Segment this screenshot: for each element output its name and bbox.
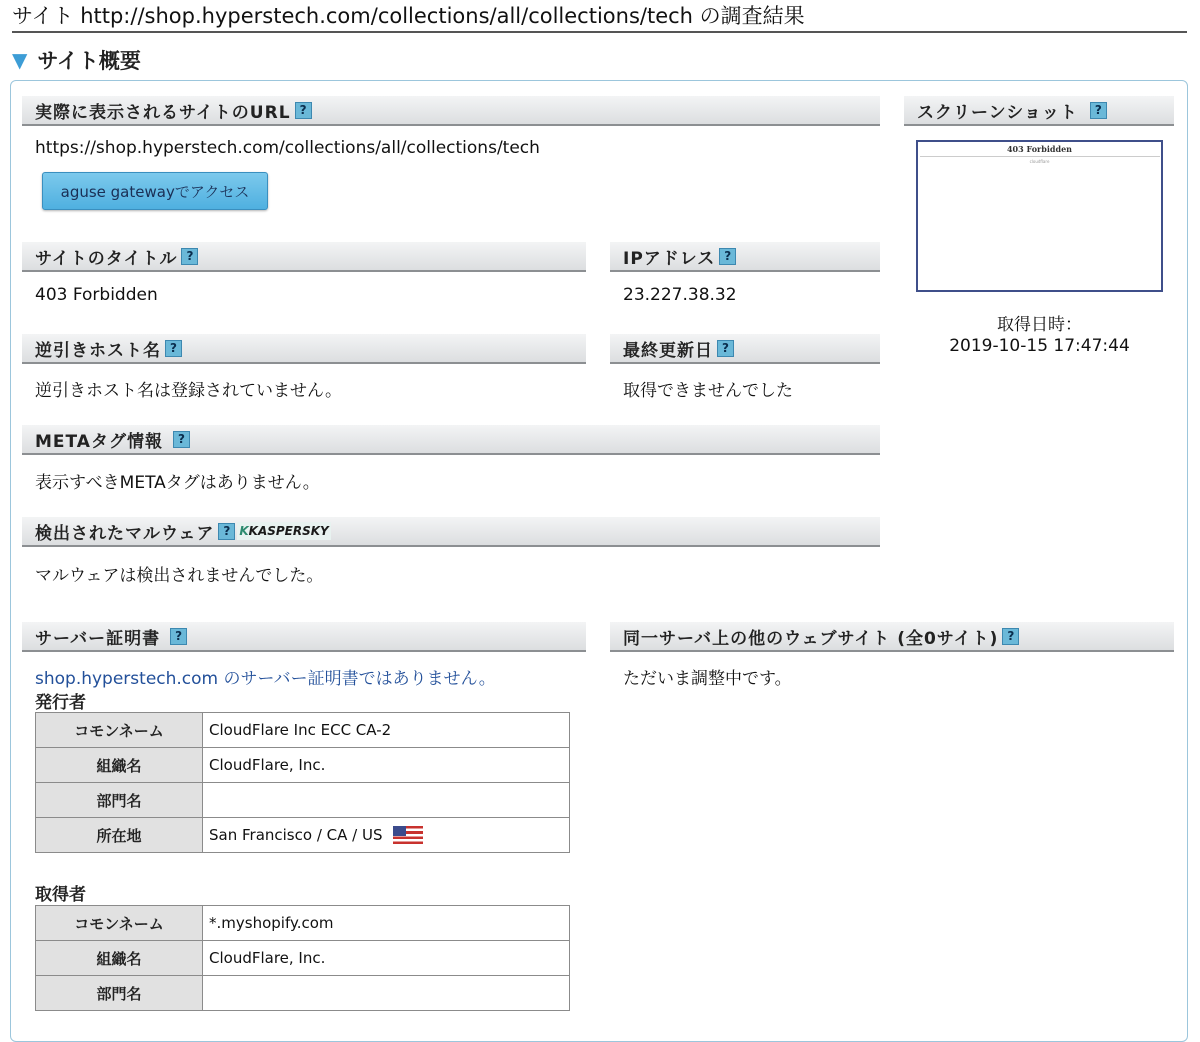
- url-header: [22, 96, 880, 126]
- subject-key: 部門名: [36, 976, 203, 1011]
- rdns-value: 逆引きホスト名は登録されていません。: [35, 381, 343, 401]
- site-title-header: [22, 242, 586, 272]
- screenshot-date-value: 2019-10-15 17:47:44: [949, 336, 1130, 356]
- help-icon[interactable]: ?: [717, 340, 734, 357]
- same-server-value: ただいま調整中です。: [623, 669, 792, 689]
- help-icon[interactable]: ?: [295, 102, 312, 119]
- issuer-label: 発行者: [35, 693, 86, 713]
- meta-value: 表示すべきMETAタグはありません。: [35, 473, 320, 493]
- subject-label: 取得者: [35, 885, 86, 905]
- issuer-table: [35, 712, 570, 853]
- screenshot-date-label: 取得日時：: [997, 315, 1082, 335]
- rdns-header-label: 逆引きホスト名: [35, 340, 161, 361]
- triangle-down-icon[interactable]: ▼: [12, 48, 28, 72]
- help-icon[interactable]: ?: [719, 248, 736, 265]
- site-title-header-label: サイトのタイトル: [35, 248, 178, 269]
- screenshot-date: [916, 315, 1163, 357]
- screenshot-header-label: スクリーンショット: [917, 102, 1078, 123]
- help-icon[interactable]: ?: [218, 523, 235, 540]
- subject-table: [35, 905, 570, 1011]
- us-flag-icon: [393, 826, 423, 844]
- table-row: [36, 818, 570, 853]
- issuer-value: CloudFlare Inc ECC CA-2: [203, 713, 570, 748]
- ip-value: 23.227.38.32: [623, 285, 737, 305]
- cert-header-label: サーバー証明書: [35, 628, 161, 649]
- help-icon[interactable]: ?: [173, 431, 190, 448]
- thumbnail-title: 403 Forbidden: [1006, 144, 1072, 154]
- help-icon[interactable]: ?: [181, 248, 198, 265]
- malware-header: [22, 517, 880, 547]
- last-updated-value: 取得できませんでした: [623, 381, 793, 401]
- table-row: [36, 783, 570, 818]
- screenshot-thumbnail[interactable]: [916, 140, 1163, 292]
- malware-header-label: 検出されたマルウェア: [35, 523, 215, 544]
- actual-url: https://shop.hyperstech.com/collections/all/collections/tech: [35, 138, 540, 158]
- help-icon[interactable]: ?: [170, 628, 187, 645]
- screenshot-header: [904, 96, 1174, 126]
- cert-header: [22, 622, 586, 652]
- meta-header: [22, 425, 880, 455]
- issuer-value: CloudFlare, Inc.: [203, 748, 570, 783]
- thumbnail-divider: [920, 156, 1160, 157]
- subject-value: [203, 976, 570, 1011]
- subject-key: コモンネーム: [36, 906, 203, 941]
- meta-header-label: METAタグ情報: [35, 431, 163, 452]
- subject-value: *.myshopify.com: [203, 906, 570, 941]
- issuer-key: 所在地: [36, 818, 203, 853]
- gateway-button[interactable]: aguse gatewayでアクセス: [42, 172, 268, 210]
- site-title-value: 403 Forbidden: [35, 285, 158, 305]
- ip-header-label: IPアドレス: [623, 248, 716, 269]
- page-title: サイト http://shop.hyperstech.com/collections/all/collections/tech の調査結果: [12, 2, 1187, 33]
- section-toggle[interactable]: [12, 45, 141, 75]
- issuer-value: San Francisco / CA / US: [209, 825, 383, 844]
- subject-value: CloudFlare, Inc.: [203, 941, 570, 976]
- section-title: サイト概要: [37, 49, 141, 73]
- table-row: [36, 941, 570, 976]
- table-row: [36, 748, 570, 783]
- rdns-header: [22, 334, 586, 364]
- issuer-location-cell: [203, 818, 570, 853]
- table-row: [36, 976, 570, 1011]
- table-row: [36, 906, 570, 941]
- subject-key: 組織名: [36, 941, 203, 976]
- issuer-value: [203, 783, 570, 818]
- issuer-key: 組織名: [36, 748, 203, 783]
- thumbnail-subtext: cloudflare: [1029, 159, 1050, 164]
- url-header-label: 実際に表示されるサイトのURL: [35, 102, 291, 123]
- ip-header: [610, 242, 880, 272]
- help-icon[interactable]: ?: [1090, 102, 1107, 119]
- last-updated-header-label: 最終更新日: [623, 340, 713, 361]
- malware-value: マルウェアは検出されませんでした。: [35, 566, 324, 586]
- issuer-key: コモンネーム: [36, 713, 203, 748]
- kaspersky-logo-text: KASPERSKY: [248, 524, 329, 538]
- last-updated-header: [610, 334, 880, 364]
- help-icon[interactable]: ?: [1002, 628, 1019, 645]
- same-server-header: [610, 622, 1174, 652]
- help-icon[interactable]: ?: [165, 340, 182, 357]
- issuer-key: 部門名: [36, 783, 203, 818]
- same-server-header-label: 同一サーバ上の他のウェブサイト (全0サイト): [623, 628, 999, 649]
- table-row: [36, 713, 570, 748]
- kaspersky-logo[interactable]: KKASPERSKY: [239, 524, 329, 538]
- cert-notice: shop.hyperstech.com のサーバー証明書ではありません。: [35, 669, 496, 689]
